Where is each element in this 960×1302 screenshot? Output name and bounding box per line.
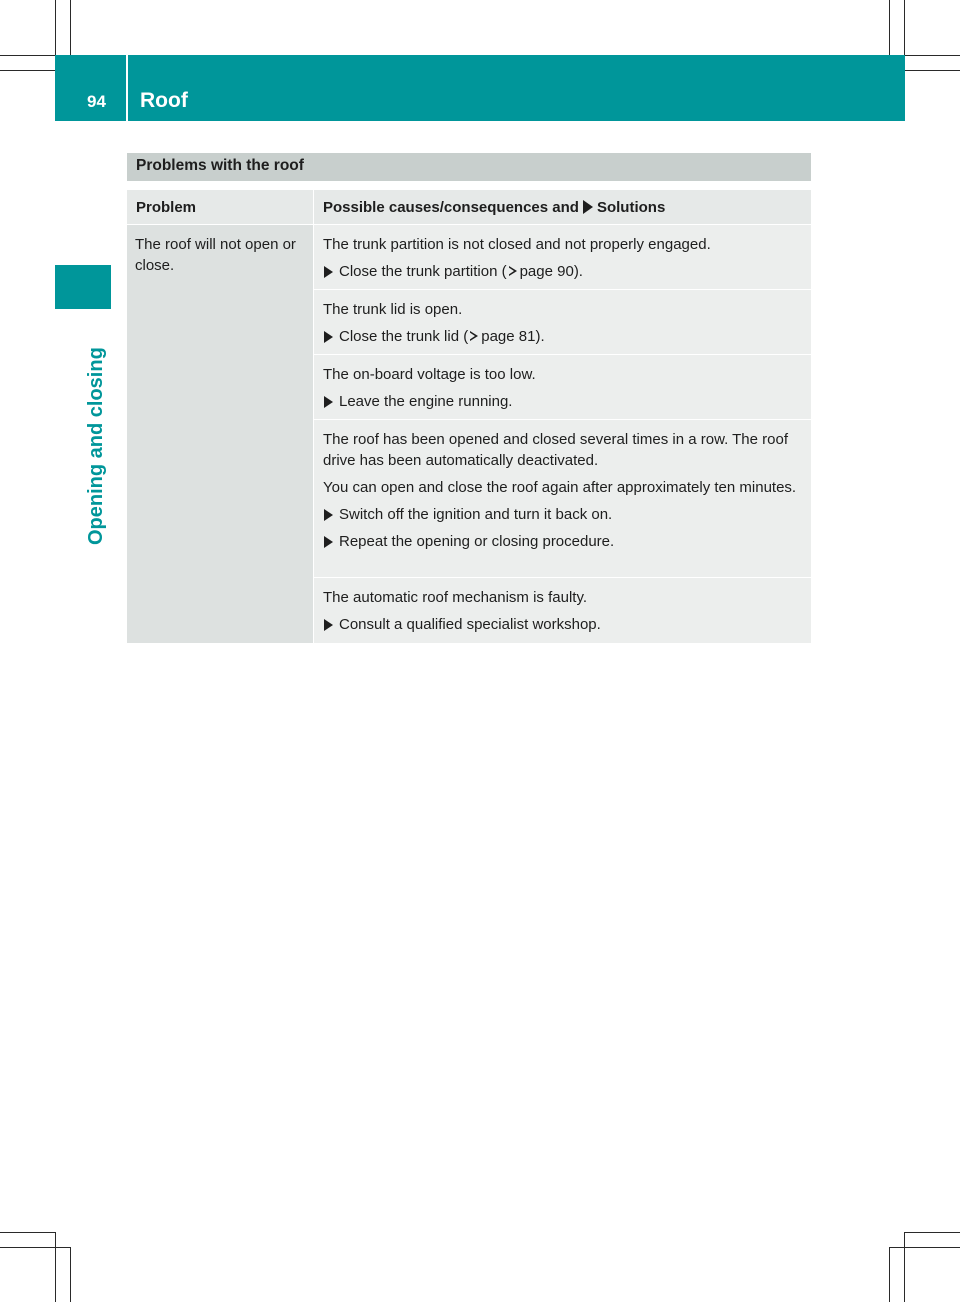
crop-mark <box>70 1247 71 1302</box>
column-header-causes <box>314 190 811 224</box>
action-arrow-icon <box>583 200 593 214</box>
column-header-solutions-label: Solutions <box>596 199 666 216</box>
cause-text: You can open and close the roof again after approximately ten minutes. <box>323 479 797 496</box>
solution-text-main: Consult a qualified specialist workshop. <box>339 616 601 633</box>
page-number: 94 <box>87 92 106 111</box>
cause-text: The trunk lid is open. <box>323 301 463 318</box>
solution-text-end: ). <box>573 263 583 280</box>
solution-text-main: Switch off the ignition and turn it back on. <box>339 506 613 523</box>
crop-mark <box>889 1247 960 1248</box>
solution-text <box>339 531 614 552</box>
solution-text <box>339 261 583 282</box>
crop-mark <box>70 0 71 55</box>
crop-mark <box>904 1232 905 1302</box>
solution-step <box>323 614 805 635</box>
section-title: Roof <box>140 89 188 112</box>
crop-mark <box>55 1232 56 1302</box>
solution-text-main: Close the trunk partition ( <box>339 263 507 280</box>
crop-mark <box>55 0 56 55</box>
cause-row <box>314 355 811 419</box>
crop-mark <box>889 1247 890 1302</box>
cause-text: The automatic roof mechanism is faulty. <box>323 589 587 606</box>
cause-text: The roof has been opened and closed several times in a row. The roof drive has been automatically deactivated. <box>323 431 789 469</box>
crop-mark <box>905 55 960 56</box>
cause-row <box>314 578 811 643</box>
page-reference-icon <box>470 331 478 341</box>
crop-mark <box>0 1232 55 1233</box>
solution-step <box>323 326 805 347</box>
solution-text <box>339 326 545 347</box>
solution-text <box>339 614 601 635</box>
crop-mark <box>905 70 960 71</box>
action-arrow-icon <box>324 536 333 548</box>
problem-cell: The roof will not open or close. <box>127 225 313 643</box>
page-reference-link[interactable]: page 81 <box>481 328 536 345</box>
action-arrow-icon <box>324 509 333 521</box>
chapter-tab <box>55 265 111 309</box>
action-arrow-icon <box>324 396 333 408</box>
cause-row <box>314 290 811 354</box>
solution-text <box>339 504 612 525</box>
solution-text-main: Close the trunk lid ( <box>339 328 469 345</box>
solution-text-main: Leave the engine running. <box>339 393 513 410</box>
action-arrow-icon <box>324 331 333 343</box>
crop-mark <box>889 0 890 55</box>
action-arrow-icon <box>324 266 333 278</box>
crop-mark <box>904 0 905 55</box>
crop-mark <box>0 1247 70 1248</box>
column-header-causes-label: Possible causes/consequences and <box>323 199 579 216</box>
table-title: Problems with the roof <box>127 153 811 181</box>
chapter-title: Opening and closing <box>85 347 107 545</box>
page-reference-link[interactable]: page 90 <box>519 263 574 280</box>
solution-step <box>323 391 805 412</box>
solution-step <box>323 504 805 525</box>
cause-row <box>314 420 811 577</box>
solution-text-end: ). <box>535 328 545 345</box>
header-divider <box>126 55 128 121</box>
crop-mark <box>905 1232 960 1233</box>
cause-row <box>314 225 811 289</box>
column-header-problem: Problem <box>127 190 313 224</box>
solution-text <box>339 391 512 412</box>
crop-mark <box>0 70 55 71</box>
solution-step <box>323 531 805 552</box>
action-arrow-icon <box>324 619 333 631</box>
page-reference-icon <box>509 266 517 276</box>
solution-text-main: Repeat the opening or closing procedure. <box>339 533 615 550</box>
cause-text: The trunk partition is not closed and not properly engaged. <box>323 236 711 253</box>
solution-step <box>323 261 805 282</box>
cause-text: The on-board voltage is too low. <box>323 366 536 383</box>
crop-mark <box>0 55 55 56</box>
